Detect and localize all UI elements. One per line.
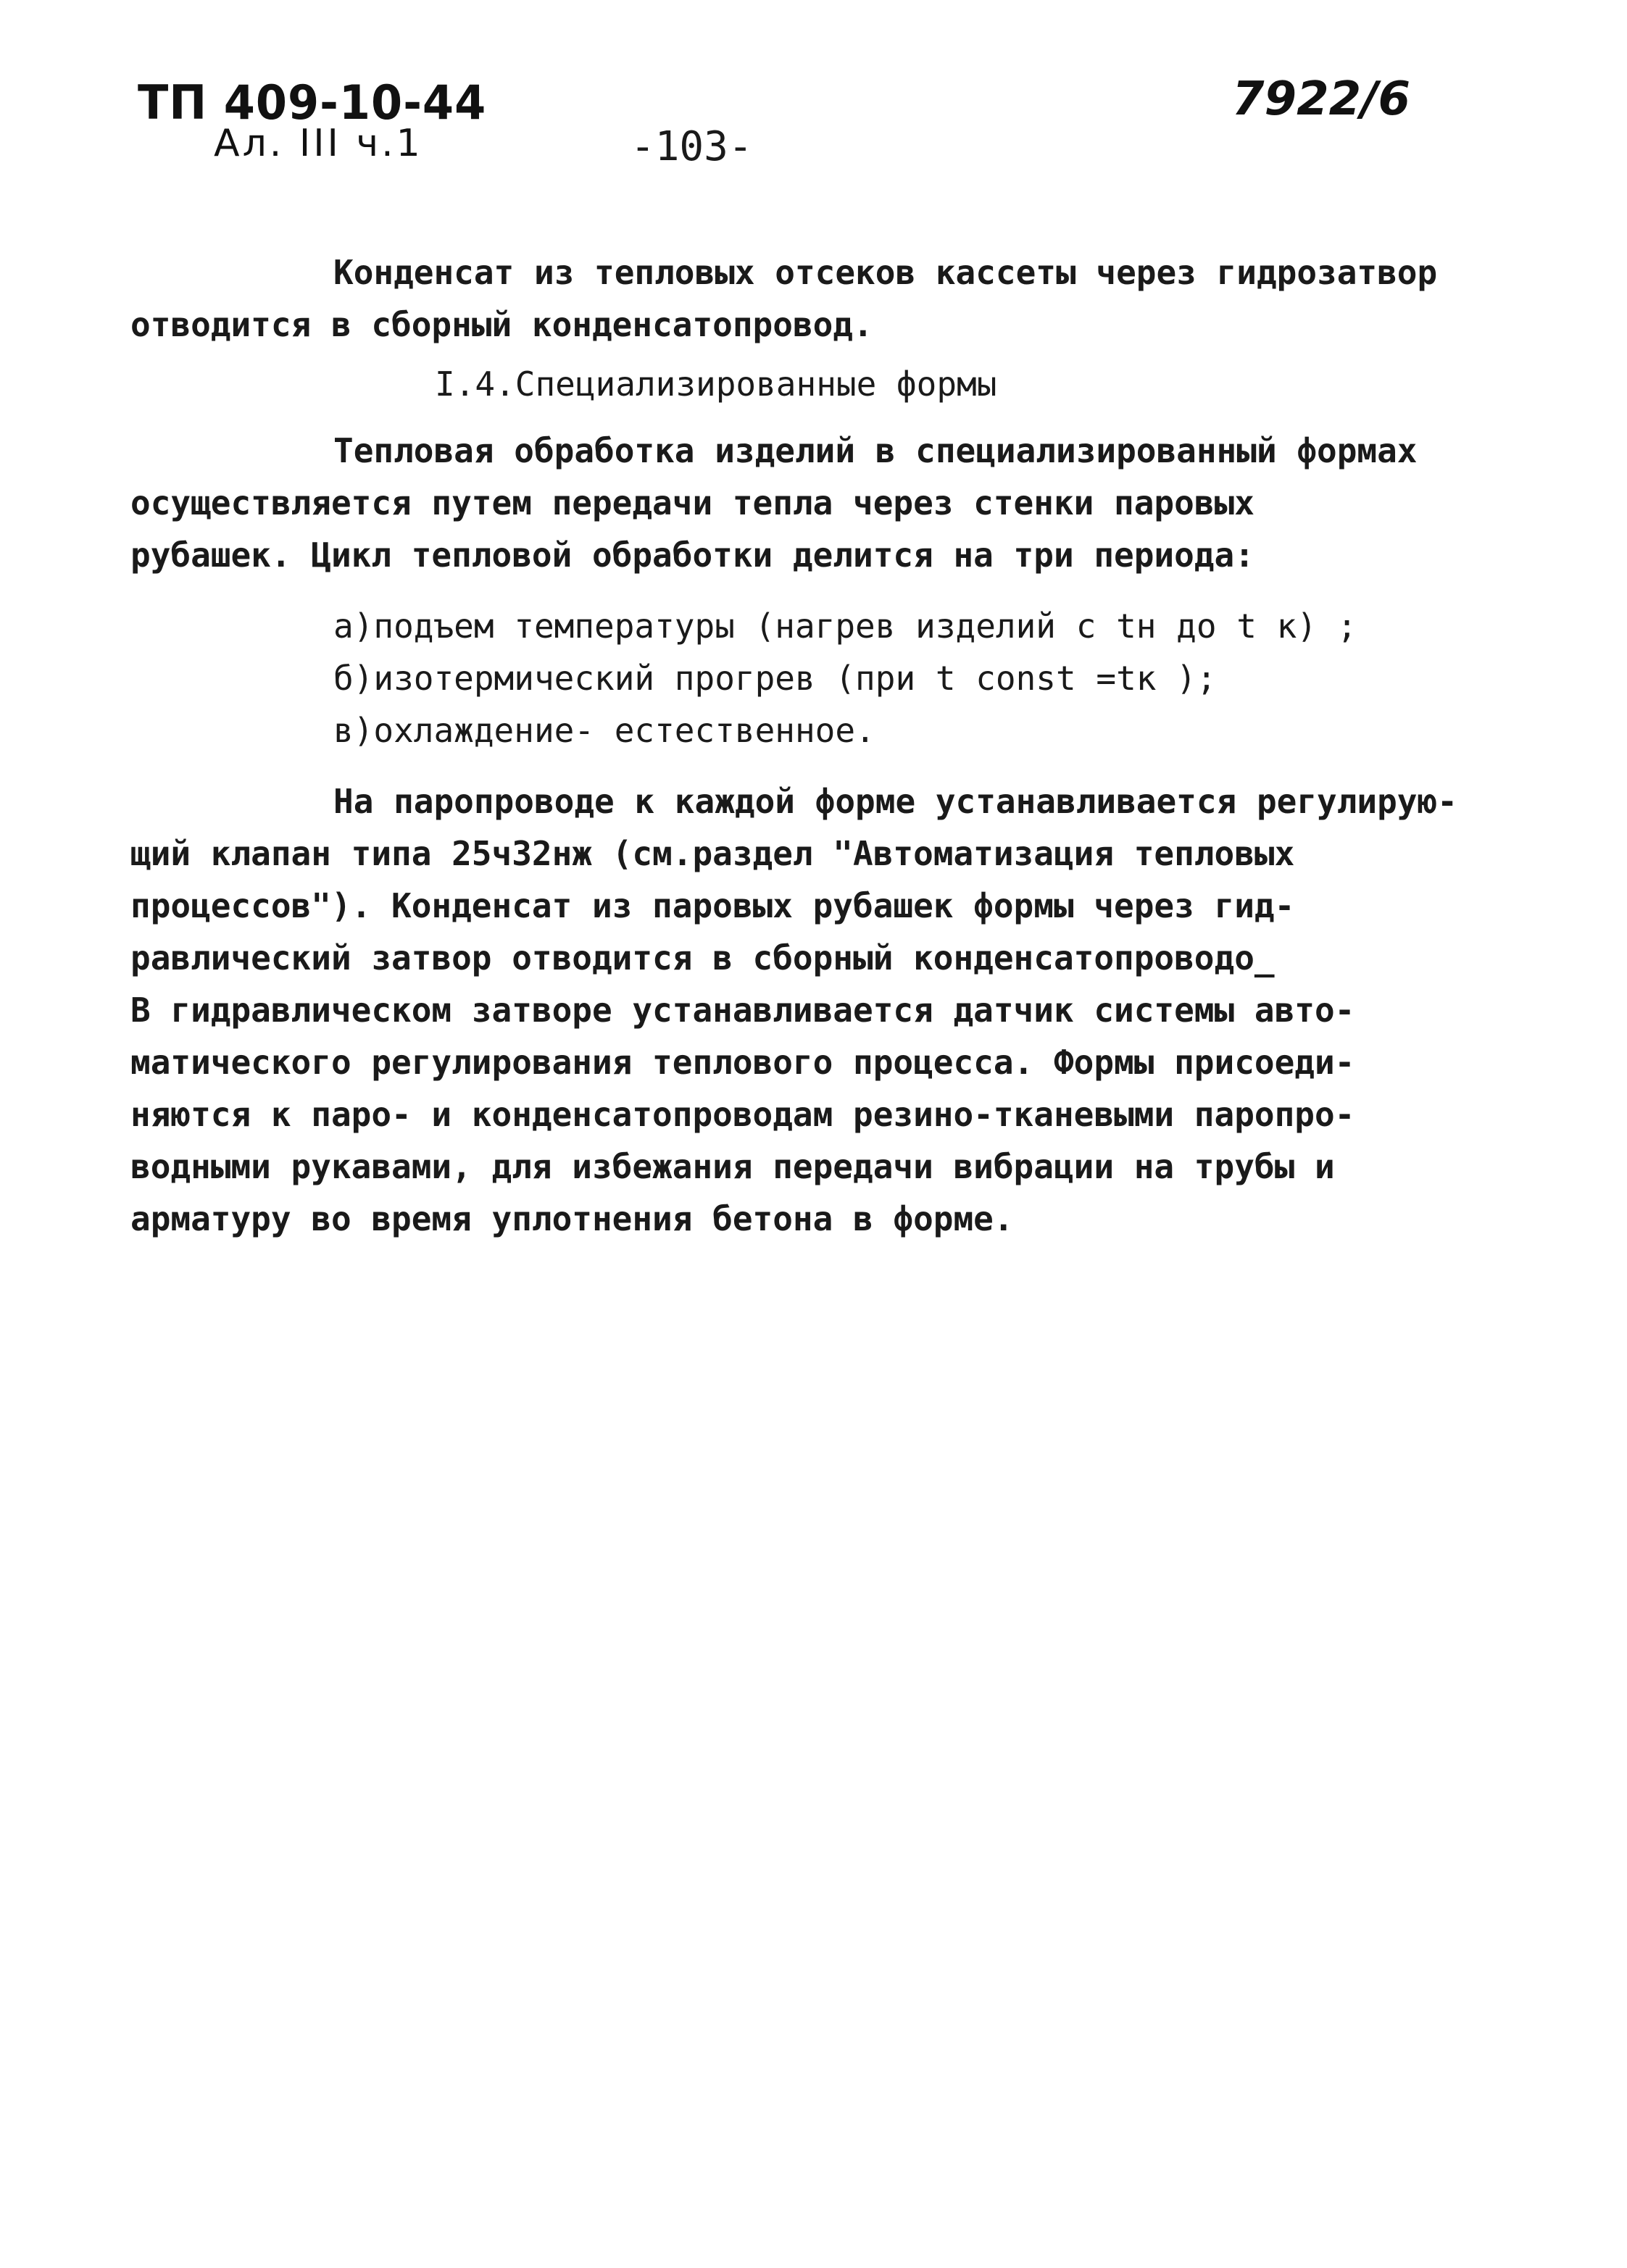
text-line: На паропроводе к каждой форме устанавливается регулирую- — [333, 782, 1457, 821]
list-item: а)подъем температуры (нагрев изделий с tн до t к) ; — [333, 606, 1357, 646]
list-item: б)изотермический прогрев (при t const =tк ); — [333, 659, 1217, 698]
text-line: рубашек. Цикл тепловой обработки делится на три периода: — [130, 535, 1254, 575]
text-line: щий клапан типа 25ч32нж (см.раздел "Автоматизация тепловых — [130, 834, 1295, 873]
page-number: -103- — [631, 123, 753, 170]
text-line: Тепловая обработка изделий в специализированный формах — [333, 431, 1418, 470]
text-line: процессов"). Конденсат из паровых рубашек формы через гид- — [130, 886, 1295, 925]
album-number: Ал. III ч.1 — [214, 122, 423, 165]
document-code: ТП 409-10-44 — [138, 75, 487, 130]
paragraph-2 — [130, 425, 1464, 581]
list-item: в)охлаждение- естественное. — [333, 711, 875, 750]
text-line: няются к паро- и конденсатопроводам резино-тканевыми паропро- — [130, 1095, 1355, 1134]
text-line: арматуру во время уплотнения бетона в форме. — [130, 1199, 1014, 1238]
text-line: водными рукавами, для избежания передачи вибрации на трубы и — [130, 1147, 1335, 1186]
paragraph-1 — [130, 246, 1464, 351]
text-line: Конденсат из тепловых отсеков кассеты через гидрозатвор — [333, 253, 1438, 292]
text-line: матического регулирования теплового процесса. Формы присоеди- — [130, 1043, 1355, 1082]
document-body — [130, 246, 1464, 1245]
text-line: равлический затвор отводится в сборный конденсатопроводо_ — [130, 938, 1275, 977]
period-list — [232, 600, 1464, 756]
text-line: В гидравлическом затворе устанавливается датчик системы авто- — [130, 991, 1355, 1030]
paragraph-3 — [130, 775, 1464, 1245]
text-line: осуществляется путем передачи тепла через стенки паровых — [130, 483, 1254, 522]
text-line: отводится в сборный конденсатопровод. — [130, 305, 873, 344]
section-heading: I.4.Специализированные формы — [435, 364, 997, 404]
sheet-number: 7922/6 — [1232, 72, 1411, 126]
